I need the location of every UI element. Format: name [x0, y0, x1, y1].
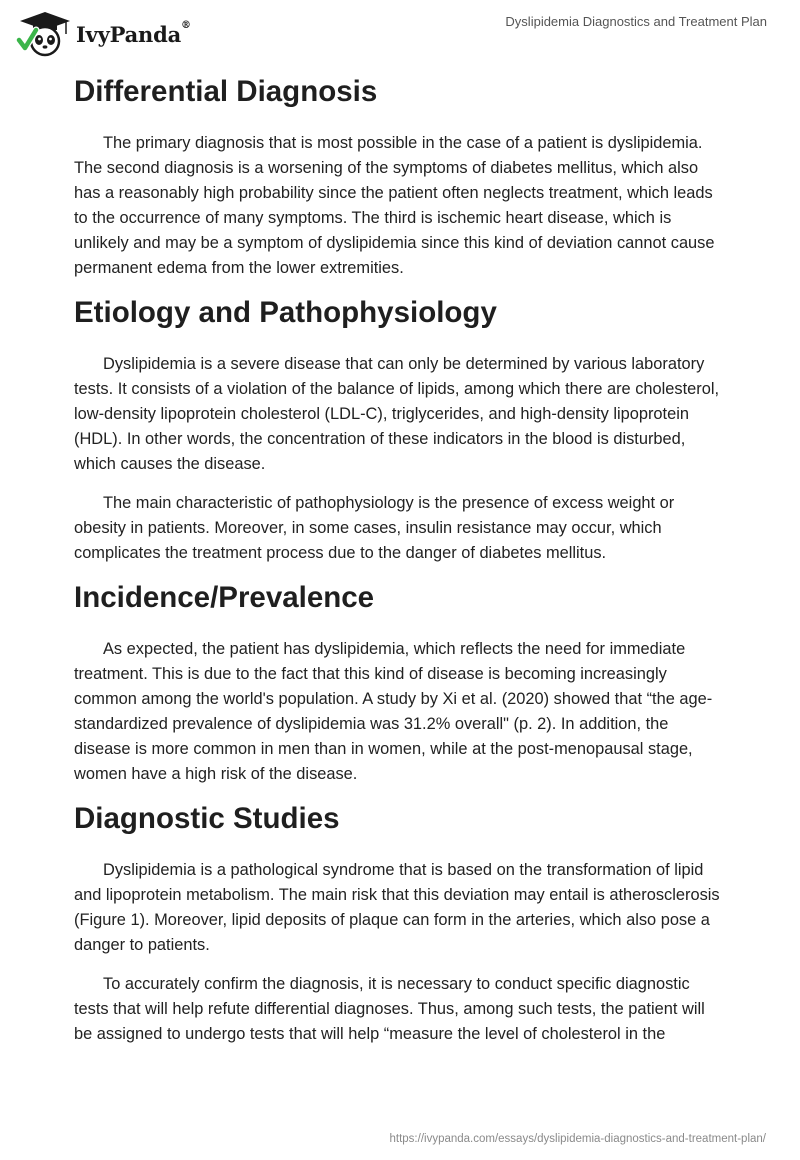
paragraph: To accurately confirm the diagnosis, it is necessary to conduct specific diagnostic tests that will help refute differential diagnoses. Thus, among such tests, the patient will be assigned to undergo tests that will help “measure the level of cholesterol in the	[74, 975, 705, 1043]
logo-text: IvyPanda®	[76, 19, 191, 47]
source-url[interactable]: https://ivypanda.com/essays/dyslipidemia-diagnostics-and-treatment-plan/	[389, 1133, 766, 1145]
paragraph: Dyslipidemia is a pathological syndrome that is based on the transformation of lipid and lipoprotein metabolism. The main risk that this deviation may entail is atherosclerosis (Figure 1). Moreover, lipid deposits of plaque can form in the arteries, which also pose a danger to patients.	[74, 861, 720, 954]
paragraph: Dyslipidemia is a severe disease that can only be determined by various laboratory tests. It consists of a violation of the balance of lipids, among which there are cholesterol, low-density lipoprotein cholesterol (LDL-C), triglycerides, and high-density lipoprotein (HDL). In other words, the concentration of these indicators in the blood is disturbed, which causes the disease.	[74, 355, 720, 473]
paragraph: The main characteristic of pathophysiology is the presence of excess weight or obesity in patients. Moreover, in some cases, insulin resistance may occur, which complicates the treatment process due to the danger of diabetes mellitus.	[74, 494, 675, 562]
paragraph: The primary diagnosis that is most possible in the case of a patient is dyslipidemia. The second diagnosis is a worsening of the symptoms of diabetes mellitus, which also has a reasonably high probability since the patient often neglects treatment, which leads to the occurrence of many symptoms. The third is ischemic heart disease, which is unlikely and may be a symptom of dyslipidemia since this kind of deviation cannot cause permanent edema from the lower extremities.	[74, 134, 715, 277]
logo[interactable]	[16, 10, 191, 58]
section-heading: Incidence/Prevalence	[74, 581, 375, 614]
panda-graduation-cap-icon	[16, 10, 74, 58]
registered-mark: ®	[181, 19, 191, 31]
paragraph: As expected, the patient has dyslipidemia, which reflects the need for immediate treatment. This is due to the fact that this kind of disease is becoming increasingly common among the world's population. A study by Xi et al. (2020) showed that “the age-standardized prevalence of dyslipidemia was 31.2% overall" (p. 2). In addition, the disease is more common in men than in women, while at the post-menopausal stage, women have a high risk of the disease.	[74, 640, 713, 783]
document-title: Dyslipidemia Diagnostics and Treatment Plan	[505, 14, 767, 29]
section-heading: Etiology and Pathophysiology	[74, 296, 497, 329]
essay-content	[74, 74, 726, 1047]
section-heading: Diagnostic Studies	[74, 802, 340, 835]
section-heading: Differential Diagnosis	[74, 75, 378, 108]
page-header	[0, 0, 800, 70]
